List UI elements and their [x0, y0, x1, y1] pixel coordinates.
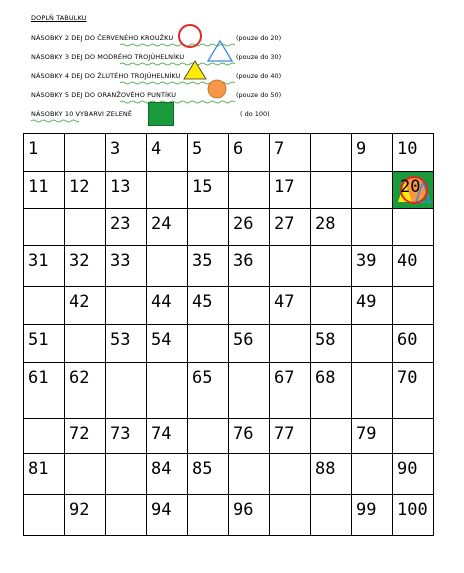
grid-cell[interactable] — [311, 172, 352, 209]
grid-cell[interactable] — [270, 134, 311, 172]
grid-number: 35 — [192, 251, 213, 271]
grid-cell[interactable] — [270, 363, 311, 419]
grid-cell[interactable] — [106, 172, 147, 209]
blue-triangle-icon — [207, 40, 233, 62]
grid-cell[interactable] — [229, 363, 270, 419]
grid-number: 72 — [69, 424, 90, 444]
grid-cell[interactable] — [311, 495, 352, 536]
grid-cell[interactable] — [24, 325, 65, 363]
red-circle-icon — [177, 23, 203, 49]
grid-number — [352, 454, 392, 461]
grid-number: 60 — [397, 330, 418, 350]
grid-cell[interactable] — [229, 209, 270, 246]
grid-number: 27 — [274, 214, 295, 234]
grid-number: 7 — [274, 139, 285, 159]
grid-number — [65, 134, 105, 141]
grid-number — [147, 363, 187, 370]
squiggle-underline — [31, 119, 79, 123]
grid-number — [106, 454, 146, 461]
grid-number — [229, 172, 269, 179]
grid-cell[interactable] — [311, 363, 352, 419]
grid-cell[interactable] — [188, 363, 229, 419]
grid-cell[interactable] — [188, 134, 229, 172]
grid-number: 32 — [69, 251, 90, 271]
grid-number: 94 — [151, 500, 172, 520]
grid-cell[interactable] — [24, 134, 65, 172]
grid-cell[interactable] — [311, 134, 352, 172]
grid-number: 90 — [397, 459, 418, 479]
grid-number — [24, 495, 64, 502]
orange-dot-icon — [207, 79, 227, 99]
grid-cell[interactable] — [229, 454, 270, 495]
grid-cell[interactable] — [106, 419, 147, 454]
grid-cell[interactable] — [393, 134, 434, 172]
grid-number: 81 — [28, 459, 49, 479]
grid-number — [393, 209, 433, 216]
grid-row — [24, 325, 434, 363]
grid-row — [24, 246, 434, 287]
grid-number: 20 — [400, 177, 421, 197]
grid-cell[interactable] — [352, 454, 393, 495]
grid-number: 3 — [110, 139, 121, 159]
grid-number: 12 — [69, 177, 90, 197]
grid-number: 5 — [192, 139, 203, 159]
grid-cell[interactable] — [270, 287, 311, 325]
grid-cell[interactable] — [270, 172, 311, 209]
grid-cell[interactable] — [65, 209, 106, 246]
grid-number: 17 — [274, 177, 295, 197]
grid-number: 61 — [28, 368, 49, 388]
grid-number — [352, 172, 392, 179]
grid-number: 92 — [69, 500, 90, 520]
grid-number: 33 — [110, 251, 131, 271]
grid-cell[interactable] — [311, 246, 352, 287]
grid-number: 15 — [192, 177, 213, 197]
instructions-title: DOPLŇ TABULKU — [31, 14, 87, 22]
grid-row — [24, 172, 434, 209]
grid-number — [352, 325, 392, 332]
instruction-line-3: NÁSOBKY 4 DEJ DO ŽLUTÉHO TROJÚHELNÍKU — [31, 72, 181, 80]
squiggle-underline — [120, 100, 235, 104]
range-label-3: (pouze do 40) — [236, 72, 282, 80]
grid-cell[interactable] — [65, 495, 106, 536]
number-grid — [23, 133, 434, 536]
instruction-line-1: NÁSOBKY 2 DEJ DO ČERVENÉHO KROUŽKU — [31, 34, 174, 42]
grid-number: 13 — [110, 177, 131, 197]
grid-number: 88 — [315, 459, 336, 479]
range-label-5: ( do 100) — [240, 110, 270, 118]
grid-cell[interactable] — [352, 287, 393, 325]
grid-number: 44 — [151, 292, 172, 312]
grid-number: 45 — [192, 292, 213, 312]
grid-number: 40 — [397, 251, 418, 271]
grid-cell[interactable] — [393, 454, 434, 495]
grid-cell[interactable] — [188, 419, 229, 454]
grid-cell[interactable] — [393, 287, 434, 325]
grid-cell[interactable] — [352, 495, 393, 536]
instruction-line-5: NÁSOBKY 10 VYBARVI ZELENĚ — [31, 110, 133, 118]
grid-cell[interactable] — [352, 325, 393, 363]
grid-number: 23 — [110, 214, 131, 234]
grid-cell[interactable] — [65, 246, 106, 287]
grid-cell[interactable] — [229, 419, 270, 454]
range-label-2: (pouze do 30) — [236, 53, 282, 61]
grid-number: 11 — [28, 177, 49, 197]
grid-number: 84 — [151, 459, 172, 479]
grid-number — [270, 454, 310, 461]
grid-cell[interactable] — [147, 209, 188, 246]
grid-row — [24, 363, 434, 419]
grid-number: 51 — [28, 330, 49, 350]
grid-number: 56 — [233, 330, 254, 350]
grid-cell[interactable] — [65, 172, 106, 209]
grid-cell[interactable] — [24, 419, 65, 454]
grid-cell[interactable] — [24, 209, 65, 246]
grid-number — [24, 209, 64, 216]
grid-cell[interactable] — [65, 419, 106, 454]
grid-cell[interactable] — [393, 209, 434, 246]
grid-number: 96 — [233, 500, 254, 520]
grid-cell[interactable] — [188, 172, 229, 209]
grid-row — [24, 454, 434, 495]
grid-number: 24 — [151, 214, 172, 234]
grid-cell[interactable] — [352, 172, 393, 209]
grid-number: 70 — [397, 368, 418, 388]
grid-cell[interactable] — [65, 134, 106, 172]
grid-cell[interactable] — [24, 363, 65, 419]
grid-number — [311, 246, 351, 253]
grid-number — [311, 287, 351, 294]
grid-cell[interactable] — [270, 246, 311, 287]
grid-number — [106, 363, 146, 370]
grid-number — [352, 209, 392, 216]
grid-number — [229, 287, 269, 294]
grid-cell[interactable] — [106, 495, 147, 536]
grid-cell[interactable] — [65, 287, 106, 325]
instruction-line-4: NÁSOBKY 5 DEJ DO ORANŽOVÉHO PUNTÍKU — [31, 91, 177, 99]
grid-cell[interactable] — [188, 454, 229, 495]
grid-cell[interactable] — [393, 363, 434, 419]
grid-cell[interactable] — [65, 325, 106, 363]
grid-cell[interactable] — [352, 134, 393, 172]
grid-number: 10 — [397, 139, 418, 159]
grid-row — [24, 419, 434, 454]
grid-number: 100 — [397, 500, 428, 520]
grid-number — [393, 419, 433, 426]
grid-cell[interactable] — [311, 325, 352, 363]
grid-number: 58 — [315, 330, 336, 350]
grid-cell[interactable] — [311, 287, 352, 325]
grid-number — [352, 363, 392, 370]
grid-cell[interactable] — [229, 134, 270, 172]
grid-cell[interactable] — [188, 209, 229, 246]
green-square-icon — [148, 102, 174, 126]
grid-number: 26 — [233, 214, 254, 234]
grid-number: 62 — [69, 368, 90, 388]
grid-cell[interactable] — [393, 495, 434, 536]
grid-cell[interactable] — [229, 246, 270, 287]
grid-cell[interactable] — [147, 287, 188, 325]
grid-number — [311, 134, 351, 141]
grid-cell[interactable] — [24, 287, 65, 325]
grid-number: 53 — [110, 330, 131, 350]
grid-cell[interactable] — [188, 325, 229, 363]
grid-number: 1 — [28, 139, 39, 159]
grid-cell[interactable] — [270, 454, 311, 495]
yellow-triangle-icon — [183, 60, 207, 80]
grid-cell[interactable] — [147, 246, 188, 287]
grid-number — [229, 454, 269, 461]
grid-number — [270, 325, 310, 332]
grid-number: 4 — [151, 139, 162, 159]
grid-cell[interactable] — [147, 134, 188, 172]
grid-number: 31 — [28, 251, 49, 271]
grid-number — [393, 287, 433, 294]
grid-cell[interactable] — [24, 246, 65, 287]
grid-number — [24, 287, 64, 294]
grid-cell[interactable] — [24, 454, 65, 495]
grid-row — [24, 287, 434, 325]
grid-number: 36 — [233, 251, 254, 271]
grid-number: 77 — [274, 424, 295, 444]
grid-cell[interactable] — [147, 325, 188, 363]
grid-cell[interactable] — [270, 209, 311, 246]
grid-number — [270, 495, 310, 502]
grid-number: 9 — [356, 139, 367, 159]
grid-cell[interactable] — [311, 419, 352, 454]
grid-cell[interactable] — [352, 246, 393, 287]
grid-number: 42 — [69, 292, 90, 312]
grid-number: 99 — [356, 500, 377, 520]
grid-number: 67 — [274, 368, 295, 388]
grid-cell[interactable] — [147, 495, 188, 536]
grid-cell[interactable] — [188, 495, 229, 536]
grid-cell[interactable] — [352, 363, 393, 419]
grid-cell[interactable] — [229, 172, 270, 209]
grid-number — [311, 419, 351, 426]
grid-number: 54 — [151, 330, 172, 350]
grid-number: 85 — [192, 459, 213, 479]
grid-cell[interactable] — [270, 419, 311, 454]
grid-number — [65, 454, 105, 461]
grid-number — [147, 172, 187, 179]
grid-cell[interactable] — [147, 419, 188, 454]
grid-number: 73 — [110, 424, 131, 444]
grid-cell[interactable] — [229, 325, 270, 363]
grid-cell[interactable] — [106, 246, 147, 287]
grid-cell[interactable] — [229, 287, 270, 325]
grid-cell[interactable] — [65, 454, 106, 495]
grid-cell[interactable] — [147, 363, 188, 419]
grid-cell[interactable] — [311, 209, 352, 246]
grid-number — [147, 246, 187, 253]
grid-cell[interactable] — [393, 246, 434, 287]
grid-cell[interactable] — [311, 454, 352, 495]
grid-number: 39 — [356, 251, 377, 271]
grid-cell[interactable] — [106, 454, 147, 495]
grid-number: 6 — [233, 139, 244, 159]
grid-number — [188, 495, 228, 502]
grid-cell[interactable] — [352, 419, 393, 454]
grid-cell[interactable] — [147, 454, 188, 495]
grid-cell[interactable] — [393, 325, 434, 363]
grid-cell[interactable] — [24, 172, 65, 209]
grid-cell[interactable] — [393, 419, 434, 454]
range-label-4: (pouze do 50) — [236, 91, 282, 99]
grid-number — [311, 172, 351, 179]
grid-cell[interactable] — [106, 209, 147, 246]
grid-cell[interactable] — [24, 495, 65, 536]
grid-number — [65, 209, 105, 216]
range-label-1: (pouze do 20) — [236, 34, 282, 42]
grid-number: 49 — [356, 292, 377, 312]
grid-cell[interactable] — [270, 325, 311, 363]
grid-number: 79 — [356, 424, 377, 444]
grid-cell[interactable] — [106, 134, 147, 172]
grid-number — [188, 209, 228, 216]
grid-number — [270, 246, 310, 253]
grid-cell[interactable] — [229, 495, 270, 536]
grid-number — [65, 325, 105, 332]
grid-number — [106, 287, 146, 294]
grid-cell[interactable] — [270, 495, 311, 536]
grid-number — [106, 495, 146, 502]
grid-cell-20-colored[interactable] — [393, 172, 434, 209]
grid-number — [311, 495, 351, 502]
grid-number — [188, 419, 228, 426]
grid-number: 76 — [233, 424, 254, 444]
grid-number — [229, 363, 269, 370]
squiggle-underline — [120, 62, 235, 66]
grid-number: 74 — [151, 424, 172, 444]
grid-cell[interactable] — [106, 363, 147, 419]
grid-cell[interactable] — [106, 325, 147, 363]
grid-cell[interactable] — [352, 209, 393, 246]
grid-cell[interactable] — [188, 287, 229, 325]
grid-number: 65 — [192, 368, 213, 388]
grid-cell[interactable] — [188, 246, 229, 287]
instruction-line-2: NÁSOBKY 3 DEJ DO MODRÉHO TROJÚHELNÍKU — [31, 53, 185, 61]
grid-row — [24, 134, 434, 172]
grid-number: 68 — [315, 368, 336, 388]
grid-number — [24, 419, 64, 426]
grid-row — [24, 495, 434, 536]
grid-row — [24, 209, 434, 246]
grid-number — [188, 325, 228, 332]
grid-cell[interactable] — [65, 363, 106, 419]
grid-number: 47 — [274, 292, 295, 312]
grid-cell[interactable] — [147, 172, 188, 209]
grid-cell[interactable] — [106, 287, 147, 325]
grid-number: 28 — [315, 214, 336, 234]
